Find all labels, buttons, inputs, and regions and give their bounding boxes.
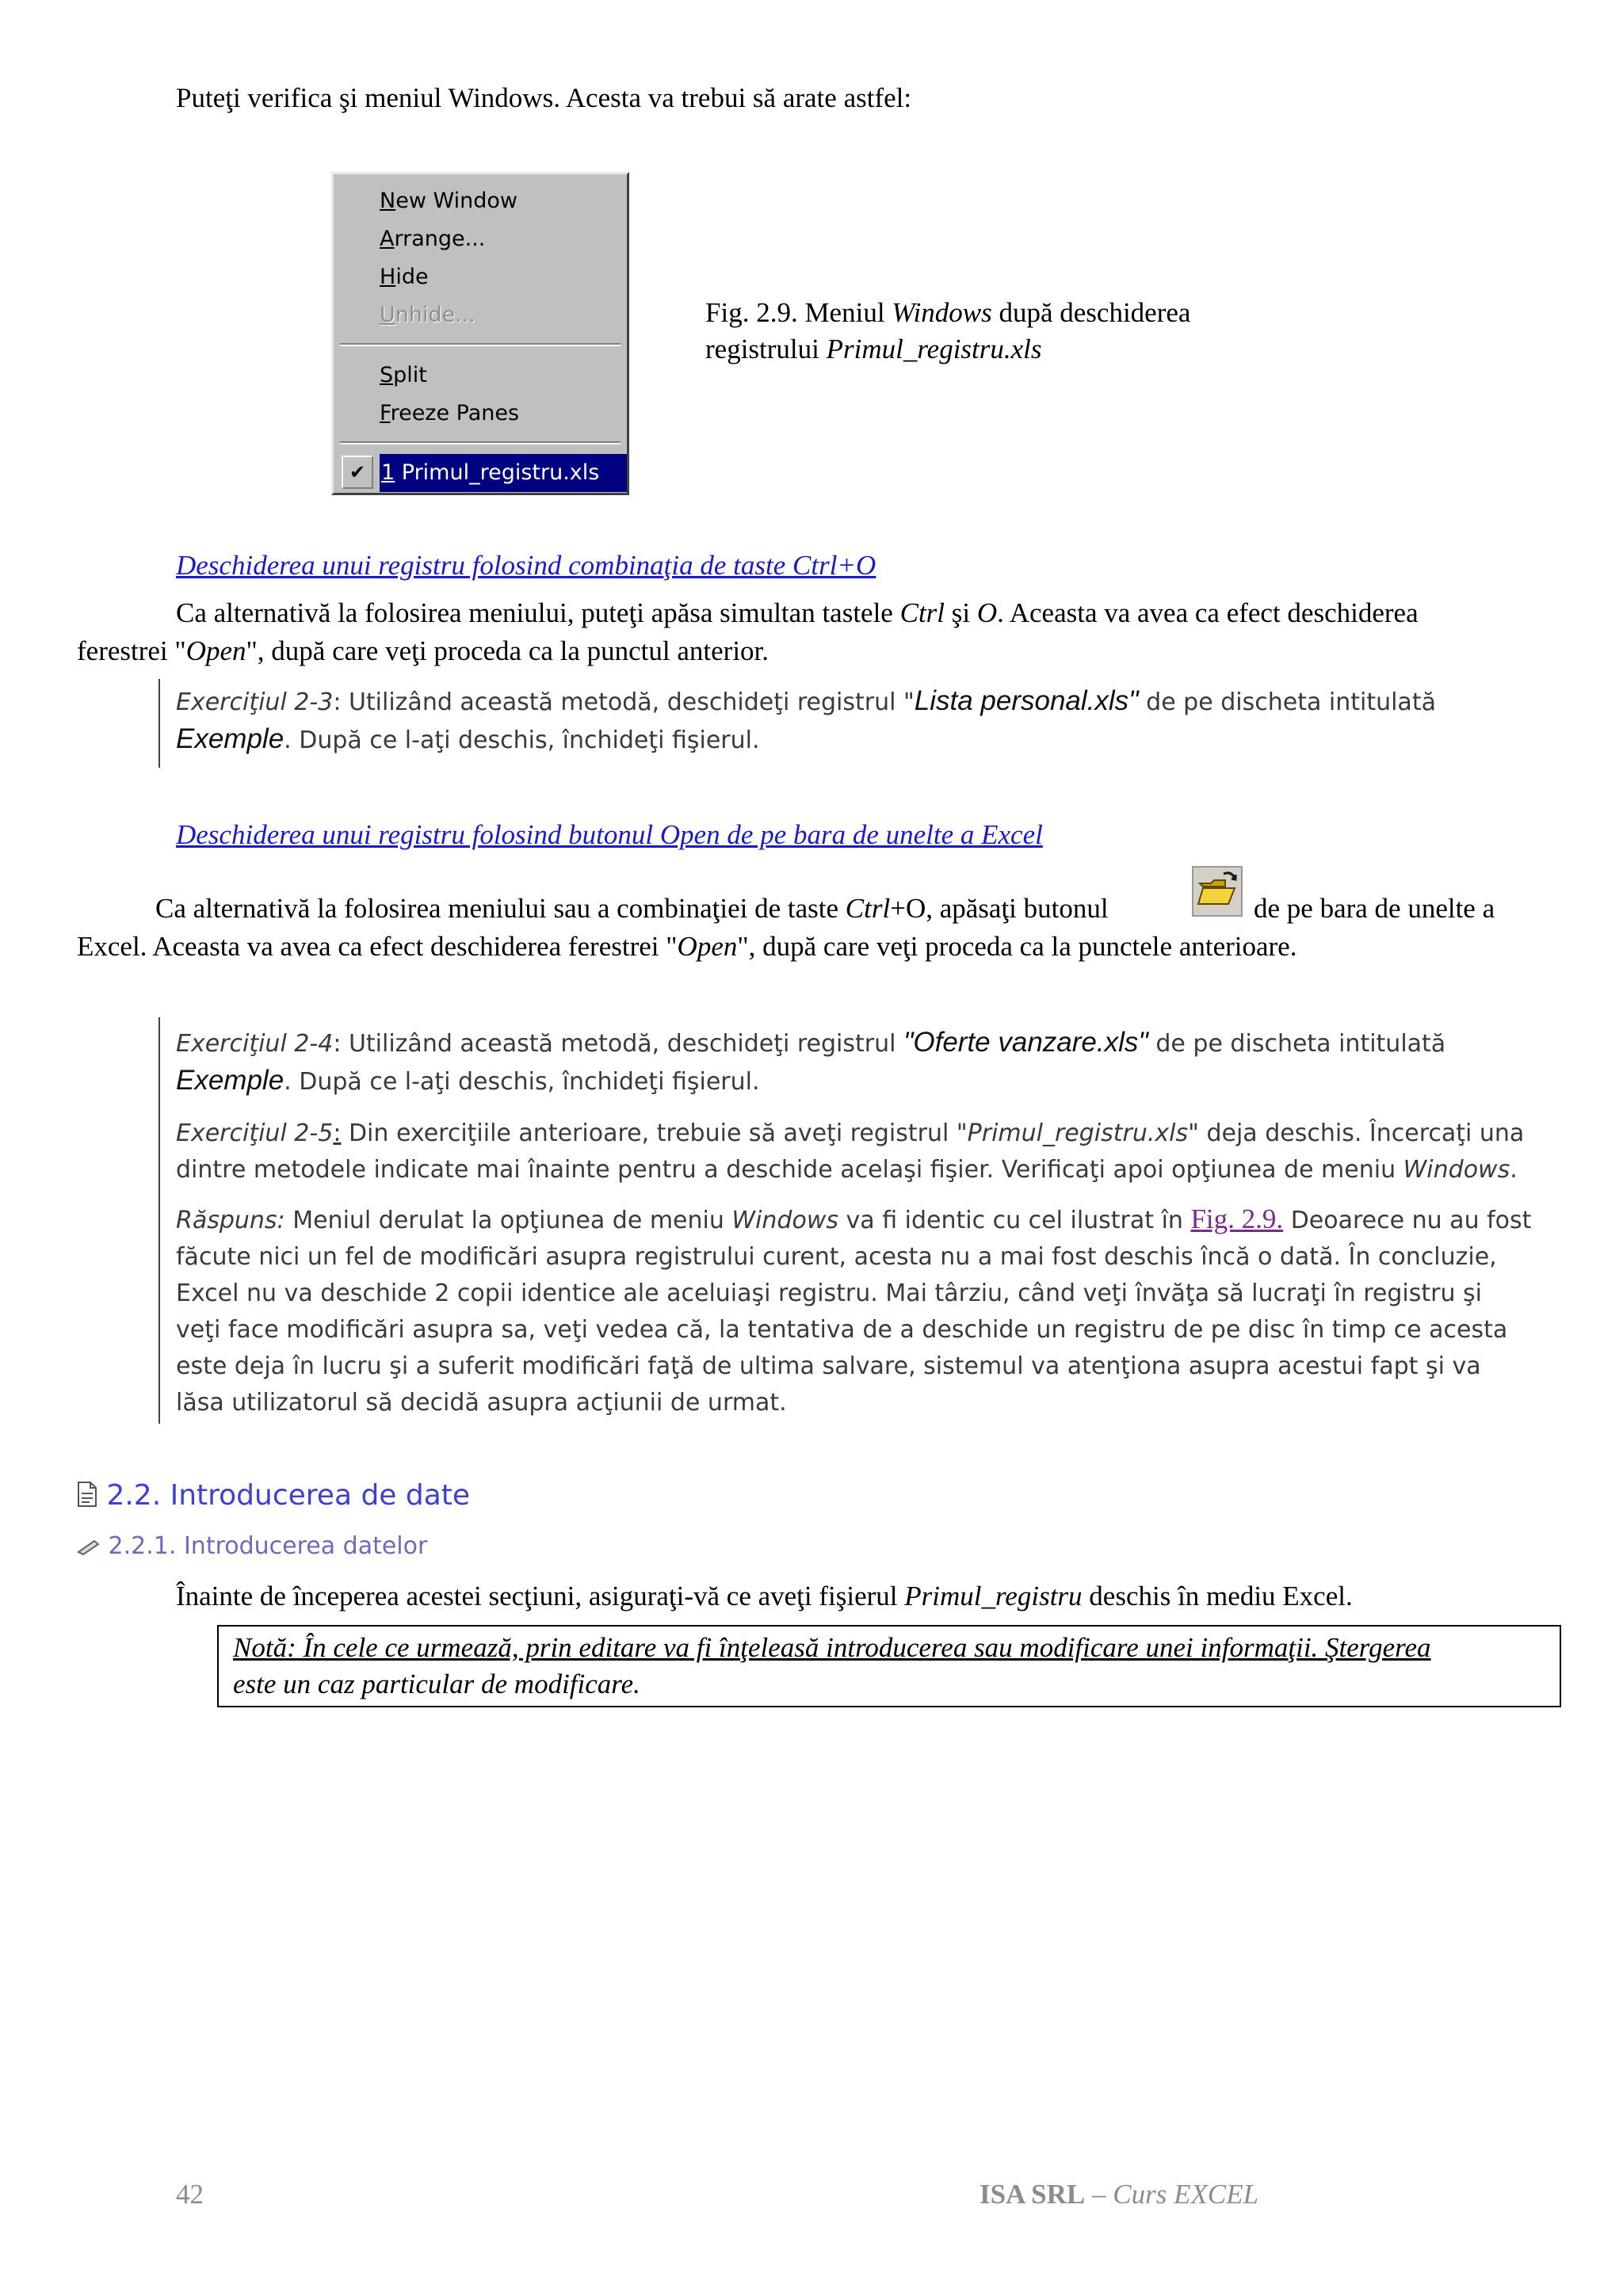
menu-item-new-window[interactable]: New Window — [380, 189, 517, 213]
figure-caption: Fig. 2.9. Meniul Windows după deschiderea registrului Primul_registru.xls — [705, 297, 1191, 364]
fig-2-9-link[interactable]: Fig. 2.9. — [1190, 1203, 1284, 1234]
document-icon — [77, 1480, 97, 1518]
exercise-2-5: Exerciţiul 2-5: Din exerciţiile anterioare, trebuie să aveţi registrul "Primul_registru.xls" deja deschis. Încercaţi una dintre metodele indicate mai înainte pentru a deschide acelaşi fişier. Verificaţi apoi opţiunea de meniu Windows. — [176, 1119, 1525, 1184]
paragraph-open-button-line2: Excel. Aceasta va avea ca efect deschiderea ferestrei "Open", după care veţi proceda ca la punctele anterioare. — [77, 931, 1297, 962]
windows-menu — [331, 172, 629, 495]
paragraph-open-button-line1b: de pe bara de unelte a — [1254, 893, 1495, 924]
menu-item-primul-registru[interactable]: 1 Primul_registru.xls — [381, 460, 600, 485]
menu-item-split[interactable]: Split — [380, 363, 427, 387]
menu-separator — [340, 441, 621, 444]
exercise-bar — [158, 679, 160, 768]
exercise-2-3: Exerciţiul 2-3: Utilizând această metodă, deschideţi registrul "Lista personal.xls" de pe discheta intitulată Exemple. După ce l-aţi deschis, închideţi fişierul. — [176, 685, 1436, 754]
footer-title: ISA SRL – Curs EXCEL — [980, 2179, 1259, 2210]
pen-icon — [77, 1532, 101, 1564]
note-text: Notă: În cele ce urmează, prin editare va fi înţeleasă introducerea sau modificare unei informaţii. Ştergerea este un caz particular de modificare. — [233, 1632, 1431, 1699]
exercise-bar — [158, 1017, 160, 1424]
menu-separator — [340, 343, 621, 346]
menu-item-unhide: Unhide... — [380, 303, 475, 327]
intro-text: Puteţi verifica şi meniul Windows. Acesta va trebui să arate astfel: — [176, 82, 912, 113]
paragraph-open-button-line1a: Ca alternativă la folosirea meniului sau a combinaţiei de taste Ctrl+O, apăsaţi butonul — [155, 893, 1109, 924]
section-2-2-1-subtitle[interactable]: 2.2.1. Introducerea datelor — [77, 1531, 427, 1564]
menu-item-freeze-panes[interactable]: Freeze Panes — [380, 401, 520, 425]
heading-ctrl-o[interactable]: Deschiderea unui registru folosind combinaţia de taste Ctrl+O — [176, 550, 876, 581]
section-2-2-title[interactable]: 2.2. Introducerea de date — [77, 1477, 470, 1518]
page-number: 42 — [176, 2179, 204, 2210]
exercise-2-4: Exerciţiul 2-4: Utilizând această metodă, deschideţi registrul "Oferte vanzare.xls" de pe discheta intitulată Exemple. După ce l-aţi deschis, închideţi fişierul. — [176, 1027, 1446, 1096]
answer-paragraph: Răspuns: Meniul derulat la opţiunea de meniu Windows va fi identic cu cel ilustrat în Fig. 2.9. Deoarece nu au fost făcute nici un fel de modificări asupra registrului curent, acesta nu a mai fost deschis încă o dată. În concluzie, Excel nu va deschide 2 copii identice ale aceluiaşi registru. Mai târziu, când veţi învăţa să lucraţi în registru şi veţi face modificări asupra sa, veţi vedea că, la tentativa de a deschide un registru de pe disc în timp ce acesta este deja în lucru şi a suferit modificări faţă de ultima salvare, sistemul va atenţiona asupra acestui fapt şi va lăsa utilizatorul să decidă asupra acţiunii de urmat. — [176, 1203, 1532, 1417]
menu-item-arrange[interactable]: Arrange... — [380, 227, 486, 251]
heading-open-button[interactable]: Deschiderea unui registru folosind butonul Open de pe bara de unelte a Excel — [176, 819, 1043, 850]
paragraph-ctrl-o-line1: Ca alternativă la folosirea meniului, puteţi apăsa simultan tastele Ctrl şi O. Aceasta va avea ca efect deschiderea — [176, 597, 1419, 628]
open-folder-icon[interactable] — [1192, 866, 1243, 917]
section-2-2-paragraph: Înainte de începerea acestei secţiuni, asiguraţi-vă ce aveţi fişierul Primul_registru deschis în mediu Excel. — [176, 1581, 1353, 1611]
check-icon: ✔ — [342, 456, 373, 489]
note-box — [217, 1625, 1561, 1707]
menu-item-hide[interactable]: Hide — [380, 265, 429, 289]
paragraph-ctrl-o-line2: ferestrei "Open", după care veţi proceda ca la punctul anterior. — [77, 635, 769, 666]
